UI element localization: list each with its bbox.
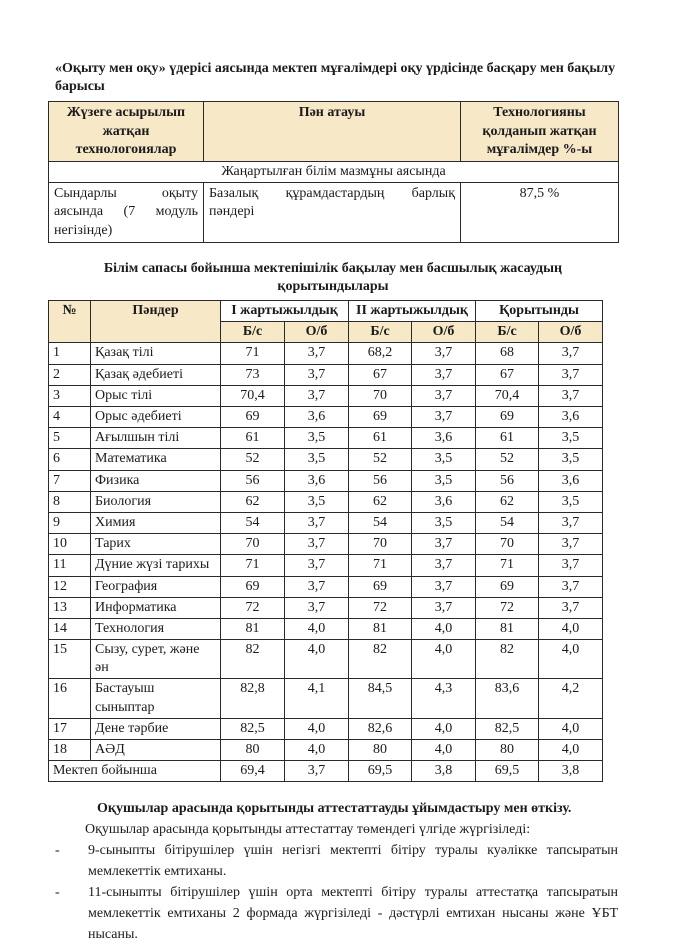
score-cell: 54 bbox=[349, 512, 412, 533]
score-cell: 69 bbox=[349, 407, 412, 428]
score-cell: 3,6 bbox=[539, 407, 603, 428]
score-cell: 72 bbox=[349, 597, 412, 618]
table-row bbox=[49, 428, 603, 449]
score-cell: 3,8 bbox=[539, 761, 603, 782]
row-number-cell: 18 bbox=[49, 740, 91, 761]
score-cell: 54 bbox=[221, 512, 285, 533]
table-row bbox=[49, 740, 603, 761]
score-cell: 54 bbox=[476, 512, 539, 533]
score-cell: 70 bbox=[476, 534, 539, 555]
score-cell: 3,5 bbox=[539, 428, 603, 449]
score-cell: 4,0 bbox=[539, 740, 603, 761]
table-row bbox=[49, 618, 603, 639]
col-header-semester-1: I жартыжылдық bbox=[221, 301, 349, 322]
table-row bbox=[49, 555, 603, 576]
score-cell: 4,0 bbox=[412, 740, 476, 761]
row-number-cell: 1 bbox=[49, 343, 91, 364]
table-row bbox=[49, 470, 603, 491]
score-cell: 71 bbox=[221, 555, 285, 576]
score-cell: 3,7 bbox=[412, 385, 476, 406]
score-cell: 83,6 bbox=[476, 679, 539, 718]
score-cell: 3,7 bbox=[285, 385, 349, 406]
score-cell: 82,6 bbox=[349, 718, 412, 739]
col-header-semester-2: II жартыжылдық bbox=[349, 301, 476, 322]
subject-cell: Тарих bbox=[91, 534, 221, 555]
score-cell: 4,0 bbox=[539, 718, 603, 739]
row-number-cell: 17 bbox=[49, 718, 91, 739]
score-cell: 4,0 bbox=[539, 640, 603, 679]
score-cell: 70 bbox=[221, 534, 285, 555]
score-cell: 56 bbox=[349, 470, 412, 491]
score-cell: 3,7 bbox=[539, 512, 603, 533]
score-cell: 4,0 bbox=[285, 640, 349, 679]
subject-cell: Технология bbox=[91, 618, 221, 639]
score-cell: 3,7 bbox=[285, 364, 349, 385]
score-cell: 3,7 bbox=[285, 761, 349, 782]
score-cell: 4,0 bbox=[539, 618, 603, 639]
score-cell: 69 bbox=[476, 407, 539, 428]
score-cell: 4,0 bbox=[412, 640, 476, 679]
results-table-title: Білім сапасы бойынша мектепішілік бақылау мен басшылық жасаудың қорытындылары bbox=[103, 260, 563, 294]
col-header-number: № bbox=[49, 301, 91, 343]
score-cell: 3,6 bbox=[285, 407, 349, 428]
score-cell: 3,5 bbox=[539, 449, 603, 470]
row-number-cell: 15 bbox=[49, 640, 91, 679]
row-number-cell: 10 bbox=[49, 534, 91, 555]
score-cell: 3,7 bbox=[412, 597, 476, 618]
row-number-cell: 3 bbox=[49, 385, 91, 406]
col-header-technology: Жүзеге асырылып жатқан технологоиялар bbox=[49, 102, 204, 162]
subject-cell: Орыс тілі bbox=[91, 385, 221, 406]
row-number-cell: 4 bbox=[49, 407, 91, 428]
score-cell: 69 bbox=[349, 576, 412, 597]
subject-cell: Физика bbox=[91, 470, 221, 491]
score-cell: 61 bbox=[221, 428, 285, 449]
row-number-cell: 7 bbox=[49, 470, 91, 491]
subject-cell: Математика bbox=[91, 449, 221, 470]
score-cell: 82,5 bbox=[476, 718, 539, 739]
score-cell: 3,6 bbox=[539, 470, 603, 491]
score-cell: 62 bbox=[221, 491, 285, 512]
technology-table bbox=[48, 101, 619, 242]
subject-cell: Дүние жүзі тарихы bbox=[91, 555, 221, 576]
subject-cell: Ағылшын тілі bbox=[91, 428, 221, 449]
score-cell: 3,5 bbox=[285, 491, 349, 512]
score-cell: 3,7 bbox=[539, 385, 603, 406]
score-cell: 3,7 bbox=[412, 364, 476, 385]
score-cell: 67 bbox=[476, 364, 539, 385]
subject-cell: Қазақ тілі bbox=[91, 343, 221, 364]
attestation-section bbox=[55, 798, 618, 945]
score-cell: 3,5 bbox=[412, 449, 476, 470]
subheader-bs: Б/с bbox=[476, 322, 539, 343]
score-cell: 68 bbox=[476, 343, 539, 364]
score-cell: 69 bbox=[476, 576, 539, 597]
score-cell: 62 bbox=[349, 491, 412, 512]
table-row bbox=[49, 385, 603, 406]
score-cell: 3,7 bbox=[412, 555, 476, 576]
score-cell: 3,7 bbox=[285, 343, 349, 364]
table-row bbox=[49, 512, 603, 533]
table-row bbox=[49, 597, 603, 618]
subject-cell: Бастауыш сыныптар bbox=[91, 679, 221, 718]
table-row bbox=[49, 407, 603, 428]
score-cell: 80 bbox=[349, 740, 412, 761]
table-row bbox=[49, 640, 603, 679]
summary-label-cell: Мектеп бойынша bbox=[49, 761, 221, 782]
score-cell: 72 bbox=[221, 597, 285, 618]
row-number-cell: 2 bbox=[49, 364, 91, 385]
score-cell: 71 bbox=[221, 343, 285, 364]
score-cell: 4,0 bbox=[285, 618, 349, 639]
score-cell: 3,5 bbox=[285, 428, 349, 449]
table-row bbox=[49, 679, 603, 718]
col-header-subjects: Пәндер bbox=[91, 301, 221, 343]
row-number-cell: 6 bbox=[49, 449, 91, 470]
score-cell: 3,5 bbox=[412, 512, 476, 533]
subject-cell: Орыс әдебиеті bbox=[91, 407, 221, 428]
score-cell: 69,5 bbox=[349, 761, 412, 782]
score-cell: 4,1 bbox=[285, 679, 349, 718]
score-cell: 70 bbox=[349, 385, 412, 406]
subheader-ob: О/б bbox=[539, 322, 603, 343]
subject-cell: Қазақ әдебиеті bbox=[91, 364, 221, 385]
score-cell: 62 bbox=[476, 491, 539, 512]
subheader-bs: Б/с bbox=[221, 322, 285, 343]
score-cell: 69 bbox=[221, 576, 285, 597]
score-cell: 68,2 bbox=[349, 343, 412, 364]
score-cell: 56 bbox=[221, 470, 285, 491]
subject-cell: География bbox=[91, 576, 221, 597]
score-cell: 3,6 bbox=[285, 470, 349, 491]
score-cell: 3,7 bbox=[539, 555, 603, 576]
subject-cell: АӘД bbox=[91, 740, 221, 761]
score-cell: 3,7 bbox=[285, 534, 349, 555]
table-row bbox=[49, 534, 603, 555]
table-row bbox=[49, 364, 603, 385]
bullet-marker: - bbox=[55, 885, 60, 901]
score-cell: 70,4 bbox=[221, 385, 285, 406]
row-number-cell: 5 bbox=[49, 428, 91, 449]
score-cell: 80 bbox=[476, 740, 539, 761]
attestation-heading: Оқушылар арасында қорытынды аттестаттауды ұйымдастыру мен өткізу. bbox=[97, 801, 572, 817]
percent-cell: 87,5 % bbox=[461, 183, 619, 243]
list-item bbox=[55, 840, 618, 882]
table-row bbox=[49, 449, 603, 470]
score-cell: 81 bbox=[349, 618, 412, 639]
score-cell: 3,7 bbox=[539, 534, 603, 555]
table-row bbox=[49, 718, 603, 739]
row-number-cell: 16 bbox=[49, 679, 91, 718]
score-cell: 73 bbox=[221, 364, 285, 385]
score-cell: 71 bbox=[349, 555, 412, 576]
attestation-intro: Оқушылар арасында қорытынды аттестаттау төмендегі үлгіде жүргізіледі: bbox=[85, 822, 531, 838]
col-header-subject-name: Пән атауы bbox=[204, 102, 461, 162]
score-cell: 4,3 bbox=[412, 679, 476, 718]
col-header-teacher-percent: Технологияны қолданып жатқан мұғалімдер %-ы bbox=[461, 102, 619, 162]
col-header-total: Қорытынды bbox=[476, 301, 603, 322]
subject-cell: Информатика bbox=[91, 597, 221, 618]
score-cell: 52 bbox=[476, 449, 539, 470]
score-cell: 4,0 bbox=[412, 718, 476, 739]
score-cell: 61 bbox=[349, 428, 412, 449]
score-cell: 3,5 bbox=[539, 491, 603, 512]
score-cell: 82 bbox=[349, 640, 412, 679]
score-cell: 3,7 bbox=[412, 576, 476, 597]
score-cell: 3,7 bbox=[285, 597, 349, 618]
subject-cell: Химия bbox=[91, 512, 221, 533]
results-table bbox=[48, 300, 603, 782]
row-number-cell: 8 bbox=[49, 491, 91, 512]
score-cell: 3,7 bbox=[539, 364, 603, 385]
score-cell: 3,7 bbox=[412, 343, 476, 364]
score-cell: 67 bbox=[349, 364, 412, 385]
score-cell: 70,4 bbox=[476, 385, 539, 406]
row-number-cell: 9 bbox=[49, 512, 91, 533]
score-cell: 3,7 bbox=[285, 512, 349, 533]
score-cell: 82,5 bbox=[221, 718, 285, 739]
bullet-marker: - bbox=[55, 843, 60, 859]
row-number-cell: 13 bbox=[49, 597, 91, 618]
results-header-row-1 bbox=[49, 301, 603, 322]
score-cell: 3,5 bbox=[285, 449, 349, 470]
score-cell: 3,7 bbox=[539, 343, 603, 364]
page-title: «Оқыту мен оқу» үдерісі аясында мектеп мұғалімдері оқу үрдісінде басқару мен бақылу барысы bbox=[55, 61, 616, 95]
score-cell: 69 bbox=[221, 407, 285, 428]
score-cell: 3,5 bbox=[412, 470, 476, 491]
score-cell: 82 bbox=[221, 640, 285, 679]
technology-table-header-row bbox=[49, 102, 619, 162]
score-cell: 82,8 bbox=[221, 679, 285, 718]
table-row bbox=[49, 183, 619, 243]
score-cell: 3,6 bbox=[412, 428, 476, 449]
score-cell: 3,7 bbox=[412, 407, 476, 428]
technology-cell: Сындарлы оқыту аясында (7 модуль негізінде) bbox=[49, 183, 204, 243]
score-cell: 4,0 bbox=[412, 618, 476, 639]
score-cell: 71 bbox=[476, 555, 539, 576]
summary-row bbox=[49, 761, 603, 782]
score-cell: 4,2 bbox=[539, 679, 603, 718]
score-cell: 3,8 bbox=[412, 761, 476, 782]
score-cell: 69,4 bbox=[221, 761, 285, 782]
subject-cell: Дене тәрбие bbox=[91, 718, 221, 739]
row-number-cell: 11 bbox=[49, 555, 91, 576]
subject-cell: Сызу, сурет, және ән bbox=[91, 640, 221, 679]
subheader-bs: Б/с bbox=[349, 322, 412, 343]
row-number-cell: 14 bbox=[49, 618, 91, 639]
list-item bbox=[55, 882, 618, 945]
subject-cell: Биология bbox=[91, 491, 221, 512]
score-cell: 3,7 bbox=[412, 534, 476, 555]
score-cell: 3,7 bbox=[539, 597, 603, 618]
score-cell: 4,0 bbox=[285, 740, 349, 761]
results-table-body bbox=[49, 343, 603, 761]
table-row bbox=[49, 576, 603, 597]
list-item-text: 9-сыныпты бітірушілер үшін негізгі мектепті бітіру туралы куәлікке тапсыратын мемлекеттік емтиханы. bbox=[88, 843, 618, 880]
score-cell: 52 bbox=[349, 449, 412, 470]
score-cell: 84,5 bbox=[349, 679, 412, 718]
subheader-ob: О/б bbox=[285, 322, 349, 343]
score-cell: 69,5 bbox=[476, 761, 539, 782]
subheader-ob: О/б bbox=[412, 322, 476, 343]
score-cell: 3,7 bbox=[539, 576, 603, 597]
section-title-cell: Жаңартылған білім мазмұны аясында bbox=[49, 161, 619, 182]
score-cell: 80 bbox=[221, 740, 285, 761]
score-cell: 56 bbox=[476, 470, 539, 491]
subjects-cell: Базалық құрамдастардың барлық пәндері bbox=[204, 183, 461, 243]
score-cell: 3,7 bbox=[285, 576, 349, 597]
section-row bbox=[49, 161, 619, 182]
score-cell: 52 bbox=[221, 449, 285, 470]
row-number-cell: 12 bbox=[49, 576, 91, 597]
score-cell: 72 bbox=[476, 597, 539, 618]
score-cell: 3,6 bbox=[412, 491, 476, 512]
list-item-text: 11-сыныпты бітірушілер үшін орта мектепті бітіру туралы аттестатқа тапсыратын мемлекеттік емтиханы 2 формада жүргізіледі - дәстүрлі емтихан нысаны және ҰБТ нысаны. bbox=[88, 885, 618, 943]
score-cell: 61 bbox=[476, 428, 539, 449]
score-cell: 3,7 bbox=[285, 555, 349, 576]
score-cell: 70 bbox=[349, 534, 412, 555]
score-cell: 82 bbox=[476, 640, 539, 679]
score-cell: 81 bbox=[476, 618, 539, 639]
table-row bbox=[49, 343, 603, 364]
table-row bbox=[49, 491, 603, 512]
score-cell: 4,0 bbox=[285, 718, 349, 739]
score-cell: 81 bbox=[221, 618, 285, 639]
